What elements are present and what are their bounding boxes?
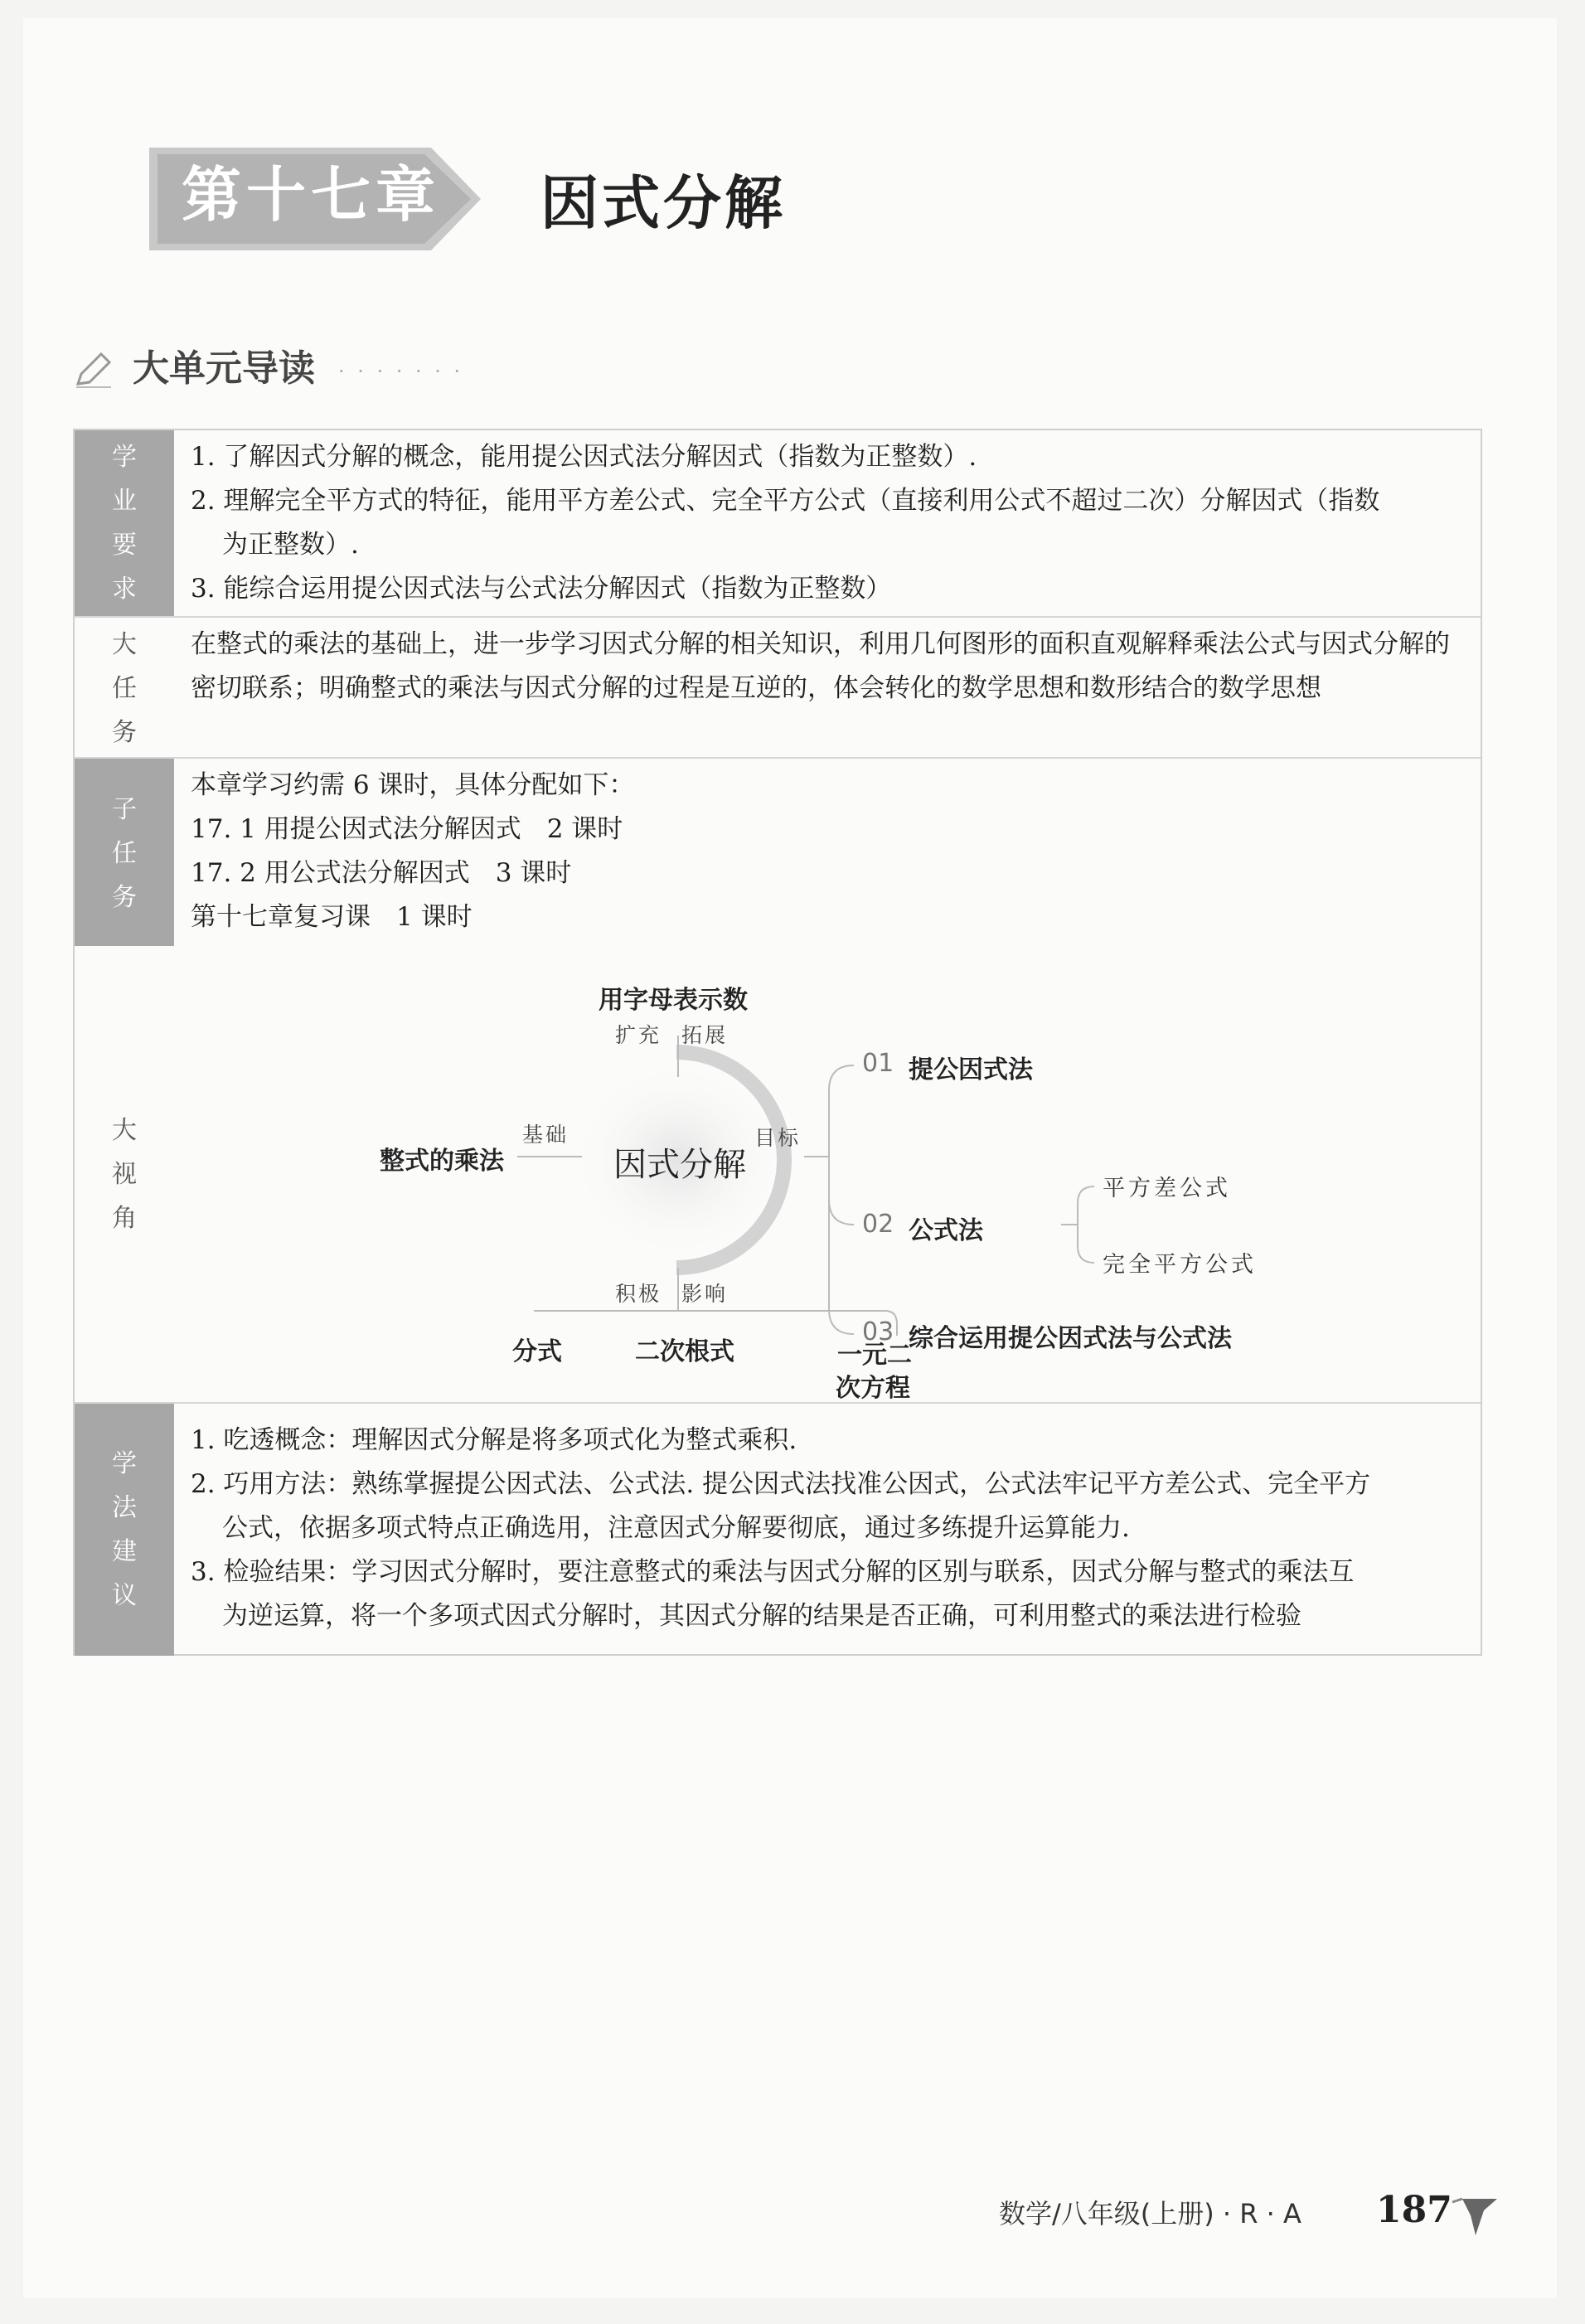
sub-perfect-square: 完全平方公式 — [1103, 1252, 1257, 1278]
row-sub-tasks — [75, 757, 1481, 948]
row-label — [75, 946, 174, 1402]
book-info: 数学/八年级(上册) · R · A — [999, 2198, 1301, 2229]
edge-label-basis: 基础 — [522, 1123, 570, 1147]
row-main-task — [75, 616, 1481, 759]
row-learning-requirements — [75, 430, 1481, 616]
label-char: 求 — [112, 575, 137, 604]
label-char: 视 — [112, 1159, 137, 1189]
branch-number: 01 — [862, 1049, 894, 1078]
label-char: 任 — [112, 673, 137, 703]
node-quadratic-equation-line2: 次方程 — [836, 1374, 910, 1403]
label-char: 务 — [112, 717, 137, 747]
row-content — [191, 764, 1467, 939]
branch-number: 03 — [862, 1317, 894, 1346]
tip-item: 2. 巧用方法：熟练掌握提公因式法、公式法. 提公因式法找准公因式，公式法牢记平方差公式、完全平方 — [191, 1469, 1371, 1499]
branch-02-link — [829, 1200, 854, 1225]
label-char: 大 — [112, 629, 137, 659]
node-quadratic-radical: 二次根式 — [635, 1337, 734, 1366]
label-char: 务 — [112, 882, 137, 912]
row-content — [191, 1419, 1467, 1638]
edge-label-positive: 积极 — [615, 1282, 662, 1306]
node-center-factorization: 因式分解 — [613, 1146, 746, 1184]
label-char: 大 — [112, 1115, 137, 1145]
tip-item-cont: 为逆运算，将一个多项式因式分解时，其因式分解的结果是否正确，可利用整式的乘法进行检验 — [222, 1601, 1301, 1631]
concept-map-lines — [174, 946, 1481, 1402]
label-char: 学 — [112, 443, 137, 472]
chapter-title: 因式分解 — [540, 169, 786, 237]
section-title: 大单元导读 — [133, 347, 315, 390]
unit-overview-table — [73, 429, 1482, 1656]
label-char: 业 — [112, 487, 137, 516]
branch-common-factor: 提公因式法 — [909, 1055, 1033, 1084]
row-content — [191, 435, 1467, 611]
requirement-item: 3. 能综合运用提公因式法与公式法分解因式（指数为正整数） — [191, 574, 892, 604]
row-label — [75, 759, 174, 948]
tip-item-cont: 公式，依据多项式特点正确选用，注意因式分解要彻底，通过多练提升运算能力. — [222, 1513, 1130, 1543]
subtask-line: 第十七章复习课 1 课时 — [191, 902, 473, 932]
label-char: 角 — [112, 1203, 137, 1233]
chapter-label: 第十七章 — [181, 160, 440, 230]
edge-label-goal: 目标 — [754, 1126, 802, 1150]
corner-ornament-icon — [1451, 2191, 1500, 2240]
page-number: 187 — [1376, 2189, 1452, 2231]
tip-item: 1. 吃透概念：理解因式分解是将多项式化为整式乘积. — [191, 1425, 797, 1455]
label-char: 法 — [112, 1493, 137, 1522]
label-char: 议 — [112, 1581, 137, 1610]
sub-bracket — [1078, 1186, 1094, 1263]
row-big-picture — [75, 946, 1481, 1402]
label-char: 要 — [112, 531, 137, 560]
sub-difference-of-squares: 平方差公式 — [1103, 1176, 1231, 1201]
node-fraction: 分式 — [512, 1337, 562, 1366]
label-char: 子 — [112, 794, 137, 824]
section-dots: · · · · · · · — [338, 360, 464, 383]
main-task-text: 在整式的乘法的基础上，进一步学习因式分解的相关知识，利用几何图形的面积直观解释乘法公式与因式分解的密切联系；明确整式的乘法与因式分解的过程是互逆的，体会转化的数学思想和数形结合的数学思想 — [191, 629, 1450, 703]
node-polynomial-multiplication: 整式的乘法 — [380, 1147, 504, 1176]
chapter-banner — [149, 139, 497, 264]
concept-map — [174, 946, 1481, 1402]
subtask-line: 17. 1 用提公因式法分解因式 2 课时 — [191, 814, 623, 844]
label-char: 学 — [112, 1449, 137, 1478]
requirement-item: 2. 理解完全平方式的特征，能用平方差公式、完全平方公式（直接利用公式不超过二次）分解因式（指数 — [191, 486, 1380, 516]
requirement-item-cont: 为正整数）. — [222, 530, 359, 560]
node-letters-represent-numbers: 用字母表示数 — [599, 986, 748, 1015]
branch-number: 02 — [862, 1210, 894, 1239]
requirement-item: 1. 了解因式分解的概念，能用提公因式法分解因式（指数为正整数）. — [191, 442, 977, 472]
tip-item: 3. 检验结果：学习因式分解时，要注意整式的乘法与因式分解的区别与联系，因式分解与整式的乘法互 — [191, 1557, 1355, 1587]
branch-bracket — [829, 1065, 854, 1334]
edge-label-extend: 拓展 — [681, 1023, 729, 1047]
pencil-icon — [73, 351, 114, 389]
row-label — [75, 430, 174, 616]
node-quadratic-equation-line1: 一元二 — [837, 1341, 912, 1370]
subtask-line: 17. 2 用公式法分解因式 3 课时 — [191, 858, 572, 888]
edge-label-expand: 扩充 — [615, 1023, 662, 1047]
edge-label-influence: 影响 — [681, 1282, 729, 1306]
branch-formula-method: 公式法 — [909, 1216, 983, 1245]
row-study-tips — [75, 1402, 1481, 1656]
row-label — [75, 1404, 174, 1656]
branch-combined-methods: 综合运用提公因式法与公式法 — [909, 1324, 1232, 1353]
subtask-line: 本章学习约需 6 课时，具体分配如下： — [191, 770, 635, 800]
label-char: 任 — [112, 838, 137, 868]
row-label — [75, 618, 174, 759]
label-char: 建 — [112, 1537, 137, 1566]
